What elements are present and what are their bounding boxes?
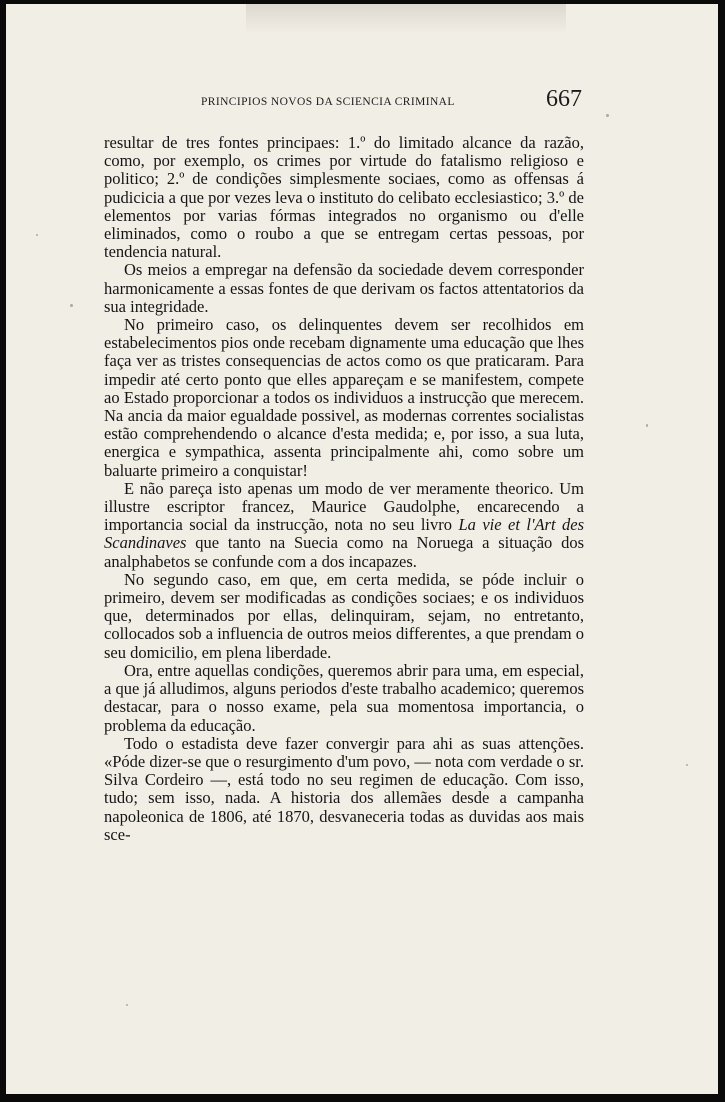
running-title: PRINCIPIOS NOVOS DA SCIENCIA CRIMINAL	[201, 96, 455, 108]
paper-speck	[36, 234, 38, 236]
book-title: La vie et l'Art des Scandinaves	[104, 515, 585, 553]
paper-speck	[646, 424, 648, 427]
paper-speck	[686, 764, 688, 766]
paper-speck	[606, 114, 609, 117]
paragraph-4	[104, 480, 584, 571]
paragraph-4-part-b: que tanto na Suecia como na Noruega a situação dos analphabetos se confunde com a dos incapazes.	[104, 533, 584, 571]
paper-speck	[126, 1004, 128, 1006]
paragraph-6: Ora, entre aquellas condições, queremos abrir para uma, em especial, a que já alludimos, alguns periodos d'este trabalho academico; queremos destacar, para o nosso exame, pela sua momentosa importancia, o problema da educação.	[104, 660, 584, 735]
page-number: 667	[546, 86, 582, 112]
paragraph-2: Os meios a empregar na defensão da sociedade devem corresponder harmonicamente a essas fontes de que derivam os factos attentatorios da sua integridade.	[104, 260, 584, 316]
paragraph-3: No primeiro caso, os delinquentes devem ser recolhidos em estabelecimentos pios onde recebam dignamente uma educação que lhes faça ver as tristes consequencias de actos como os que praticaram. Para impedir até certo ponto que elles appareçam e se manifestem, compete ao Estado proporcionar a todos os individuos a instrucção que merecem. Na ancia da maior egualdade possivel, as modernas correntes socialistas estão comprehendendo o alcance d'esta medida; e, por isso, a sua luta, energica e sympathica, assenta principalmente ahi, como sobre um baluarte primeiro a conquistar!	[104, 315, 584, 480]
paper-speck	[70, 304, 73, 307]
main-text	[104, 134, 584, 844]
page-discoloration	[246, 4, 566, 34]
book-page	[6, 4, 718, 1094]
paragraph-7: Todo o estadista deve fazer convergir para ahi as suas attenções. «Póde dizer-se que o resurgimento d'um povo, — nota com verdade o sr. Silva Cordeiro —, está todo no seu regimen de educação. Com isso, tudo; sem isso, nada. A historia dos allemães desde a campanha napoleonica de 1806, até 1870, desvaneceria todas as duvidas aos mais sce-	[104, 733, 584, 844]
page-header	[6, 82, 718, 122]
paragraph-1: resultar de tres fontes principaes: 1.º do limitado alcance da razão, como, por exemplo, os crimes por virtude do fatalismo religioso e politico; 2.º de condições simplesmente sociaes, como as offensas á pudicicia a que por vezes leva o instituto do celibato ecclesiastico; 3.º de elementos por varias fórmas integrados no organismo ou d'elle eliminados, como o roubo a que se entregam certas pessoas, por tendencia natural.	[104, 133, 584, 262]
paragraph-4-part-a: E não pareça isto apenas um modo de ver meramente theorico. Um illustre escriptor francez, Maurice Gaudolphe, encarecendo a importancia social da instrucção, nota no seu livro	[104, 478, 584, 535]
paragraph-5: No segundo caso, em que, em certa medida, se póde incluir o primeiro, devem ser modificadas as condições sociaes; e os individuos que, determinados por ellas, delinquiram, sejam, no entretanto, collocados sob a influencia de outros meios differentes, a que prendam o seu domicilio, em plena liberdade.	[104, 569, 584, 662]
